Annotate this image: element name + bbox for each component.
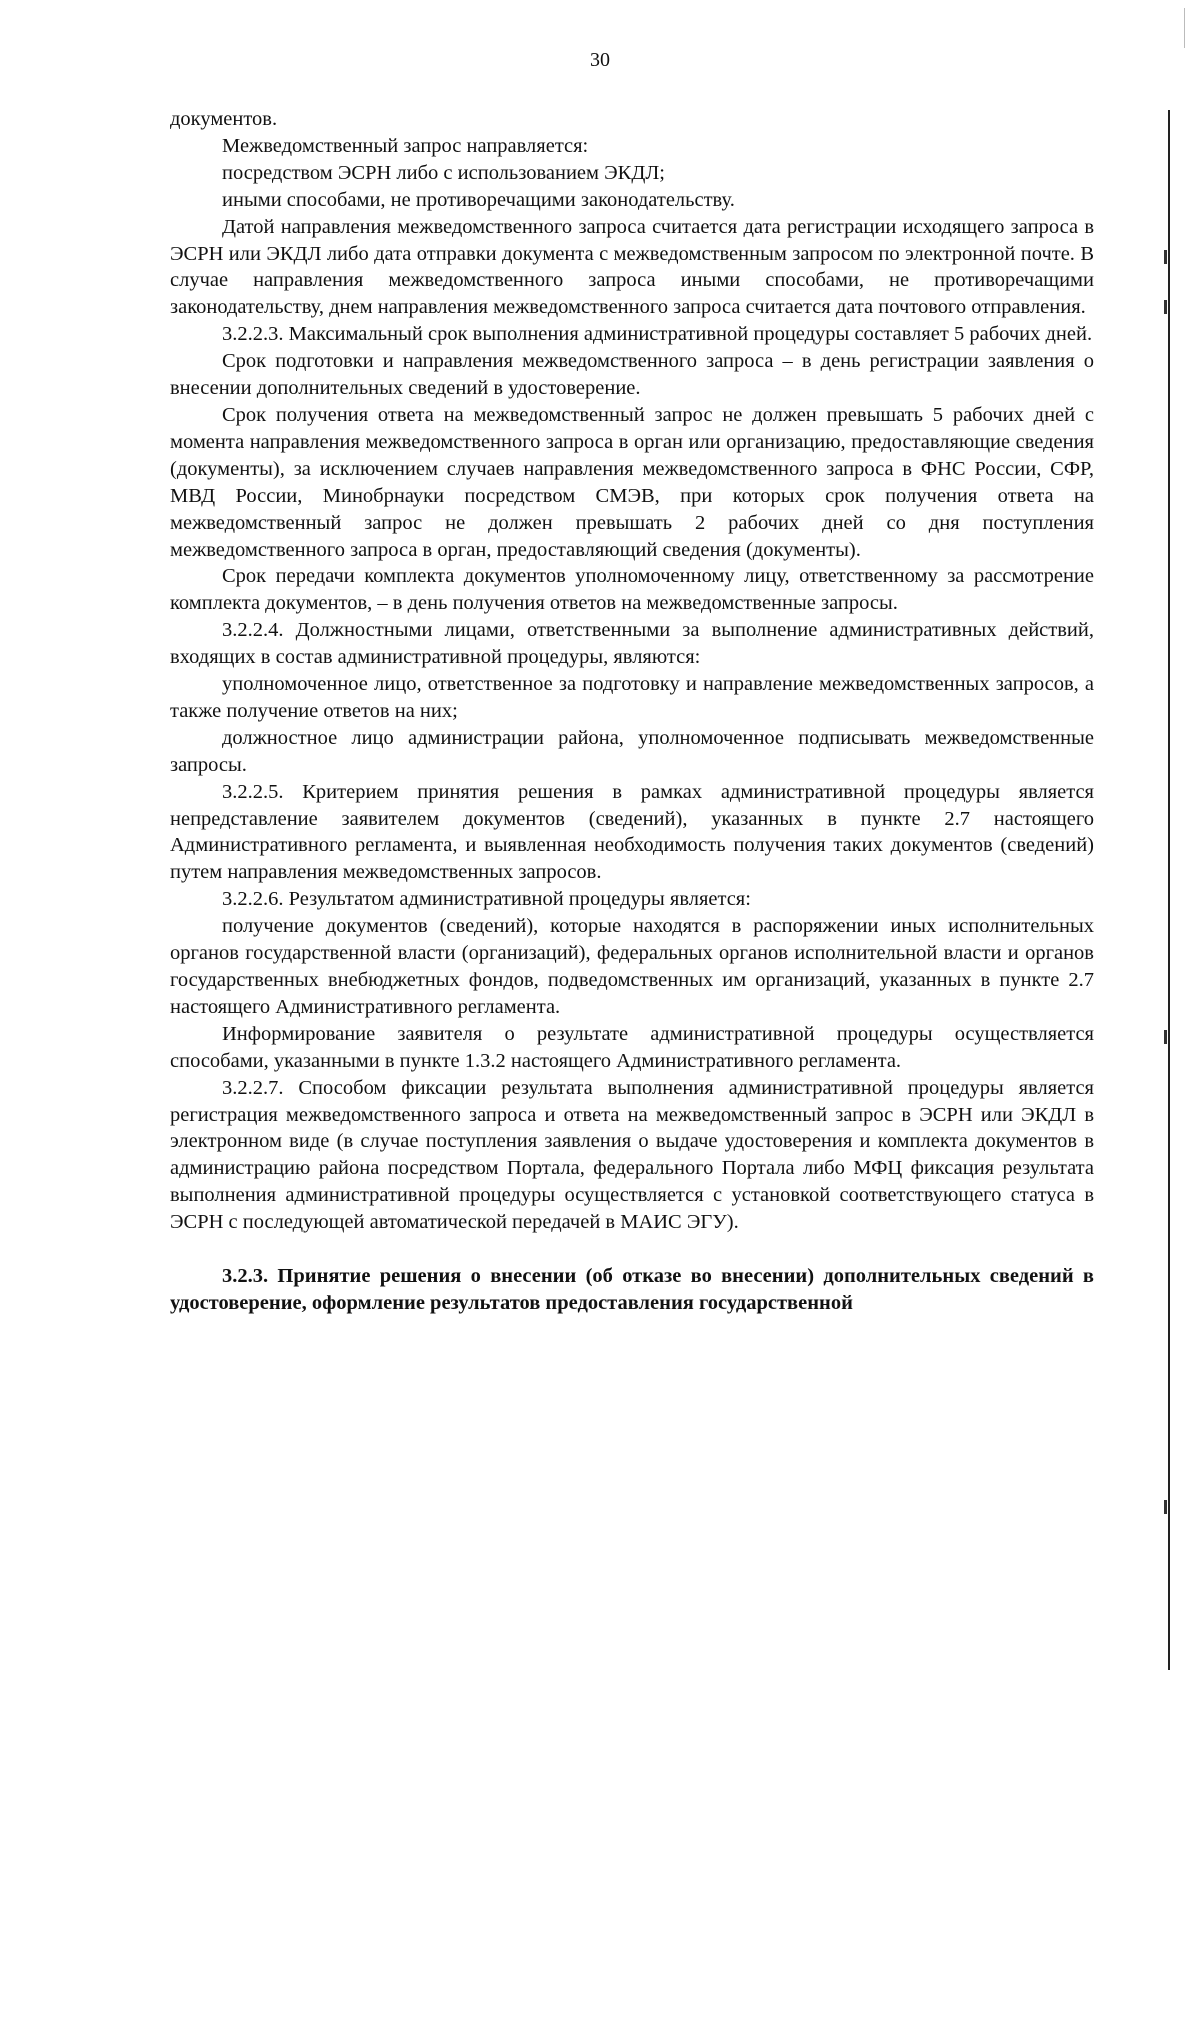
- paragraph: Срок подготовки и направления межведомственного запроса – в день регистрации заявления о внесении дополнительных сведений в удостоверение.: [170, 350, 1094, 400]
- paragraph: иными способами, не противоречащими законодательству.: [222, 188, 735, 211]
- scan-margin-tick: [1164, 1500, 1167, 1514]
- paragraph: 3.2.2.6. Результатом административной процедуры является:: [222, 888, 751, 911]
- paragraph: посредством ЭСРН либо с использованием ЭКДЛ;: [222, 161, 665, 184]
- paragraph: 3.2.2.4. Должностными лицами, ответственными за выполнение административных действий, входящих в состав административной процедуры, являются:: [170, 619, 1094, 669]
- scan-margin-tick: [1164, 300, 1167, 314]
- page-number: 30: [590, 49, 610, 71]
- scan-margin-line: [1168, 110, 1170, 1670]
- document-body: [170, 106, 1094, 1317]
- paragraph: документов.: [170, 108, 278, 130]
- paragraph: 3.2.2.5. Критерием принятия решения в рамках административной процедуры является непредставление заявителем документов (сведений), указанных в пункте 2.7 настоящего Административного регламента, и выявленная необходимость получения таких документов (сведений) путем направления межведомственных запросов.: [170, 780, 1094, 884]
- scan-edge-mark: [1184, 8, 1185, 48]
- paragraph: получение документов (сведений), которые находятся в распоряжении иных исполнительных органов государственной власти (организаций), федеральных органов исполнительной власти и органов государственных внебюджетных фондов, подведомственных им организаций, указанных в пункте 2.7 настоящего Административного регламента.: [170, 915, 1094, 1018]
- paragraph: Информирование заявителя о результате административной процедуры осуществляется способами, указанными в пункте 1.3.2 настоящего Административного регламента.: [170, 1022, 1094, 1072]
- paragraph: 3.2.2.3. Максимальный срок выполнения административной процедуры составляет 5 рабочих дней.: [222, 323, 1093, 346]
- scan-margin-tick: [1164, 250, 1167, 264]
- paragraph: 3.2.2.7. Способом фиксации результата выполнения административной процедуры является регистрация межведомственного запроса и ответа на межведомственный запрос в ЭСРН или ЭКДЛ в электронном виде (в случае поступления заявления о выдаче удостоверения и комплекта документов в администрацию района посредством Портала, федерального Портала либо МФЦ фиксация результата выполнения административной процедуры осуществляется с установкой соответствующего статуса в ЭСРН с последующей автоматической передачей в МАИС ЭГУ).: [170, 1076, 1094, 1234]
- paragraph: Межведомственный запрос направляется:: [222, 134, 589, 157]
- section-heading: 3.2.3. Принятие решения о внесении (об отказе во внесении) дополнительных сведений в удостоверение, оформление результатов предоставления государственной: [170, 1265, 1094, 1314]
- scan-margin-tick: [1164, 1030, 1167, 1044]
- paragraph: уполномоченное лицо, ответственное за подготовку и направление межведомственных запросов, а также получение ответов на них;: [170, 673, 1094, 722]
- paragraph: должностное лицо администрации района, уполномоченное подписывать межведомственные запросы.: [170, 726, 1094, 776]
- paragraph: Срок передачи комплекта документов уполномоченному лицу, ответственному за рассмотрение комплекта документов, – в день получения ответов на межведомственные запросы.: [170, 565, 1094, 615]
- paragraph: Датой направления межведомственного запроса считается дата регистрации исходящего запроса в ЭСРН или ЭКДЛ либо дата отправки документа с межведомственным запросом по электронной почте. В случае направления межведомственного запроса иными способами, не противоречащими законодательству, днем направления межведомственного запроса считается дата почтового отправления.: [170, 215, 1094, 319]
- paragraph: Срок получения ответа на межведомственный запрос не должен превышать 5 рабочих дней с момента направления межведомственного запроса в орган или организацию, предоставляющие сведения (документы), за исключением случаев направления межведомственного запроса в ФНС России, СФР, МВД России, Минобрнауки посредством СМЭВ, при которых срок получения ответа на межведомственный запрос не должен превышать 2 рабочих дней со дня поступления межведомственного запроса в орган, предоставляющий сведения (документы).: [170, 403, 1094, 561]
